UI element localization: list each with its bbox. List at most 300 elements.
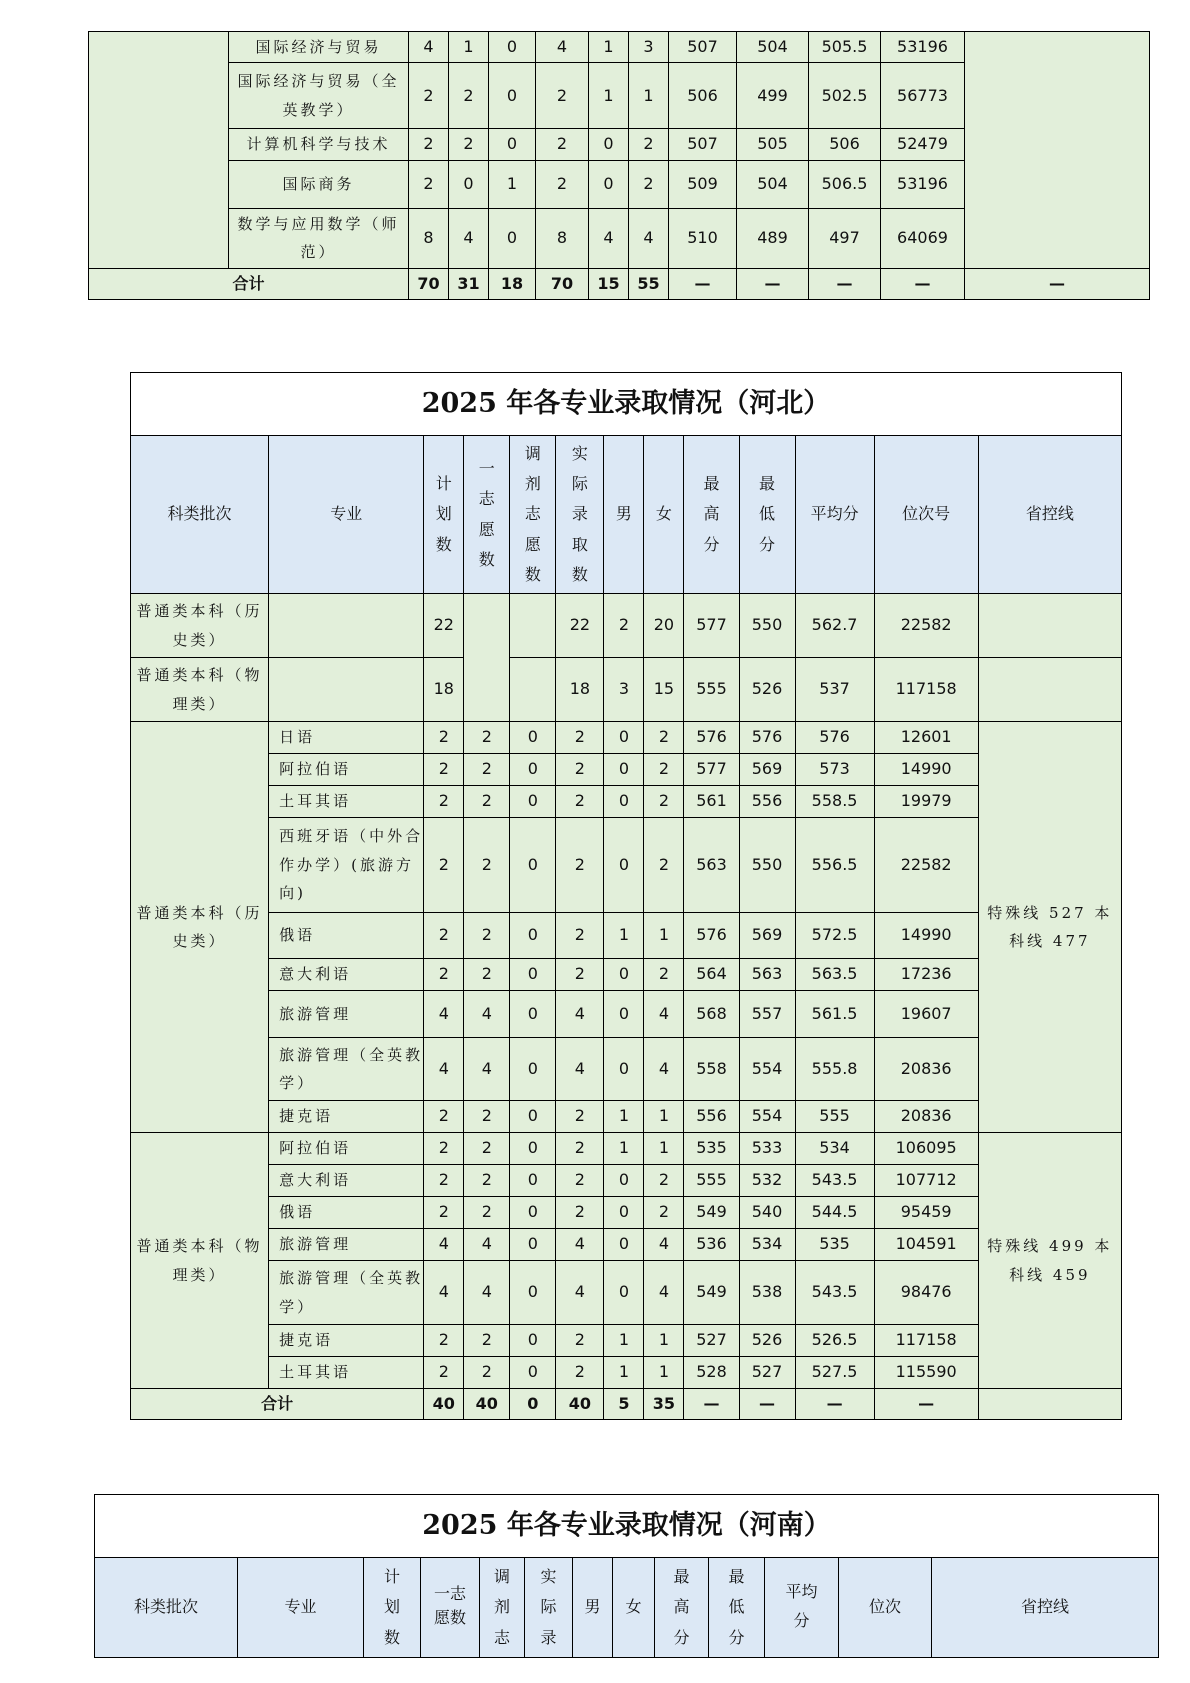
actual-cell: 2 <box>556 818 604 913</box>
avg-cell: 526.5 <box>795 1325 874 1357</box>
plan-cell: 2 <box>409 63 449 129</box>
actual-cell: 2 <box>556 786 604 818</box>
header-major: 专业 <box>269 436 424 594</box>
summary-row <box>131 658 1122 722</box>
rank-cell: 12601 <box>874 722 978 754</box>
table-row <box>131 754 1122 786</box>
male-cell: 1 <box>604 913 644 959</box>
actual-cell: 2 <box>556 1197 604 1229</box>
actual-total: 40 <box>556 1389 604 1420</box>
first-cell <box>464 594 510 722</box>
avg-total: — <box>809 268 881 299</box>
header-first-choice: 一 志 愿 数 <box>464 436 510 594</box>
first-cell: 2 <box>464 754 510 786</box>
plan-total: 70 <box>409 268 449 299</box>
adjust-cell: 0 <box>510 1165 556 1197</box>
max-cell: 563 <box>684 818 739 913</box>
avg-cell: 556.5 <box>795 818 874 913</box>
actual-cell: 2 <box>556 1325 604 1357</box>
male-cell: 0 <box>604 1261 644 1325</box>
plan-cell: 2 <box>424 754 464 786</box>
plan-cell: 2 <box>424 1101 464 1133</box>
total-row <box>131 1389 1122 1420</box>
header-line: 省控线 <box>978 436 1121 594</box>
plan-cell: 22 <box>424 594 464 658</box>
category-cell: 普通类本科（物理类） <box>131 1133 269 1389</box>
min-cell: 504 <box>737 32 809 63</box>
avg-cell: 537 <box>795 658 874 722</box>
female-cell: 1 <box>629 63 669 129</box>
plan-cell: 2 <box>424 913 464 959</box>
table-row <box>131 1325 1122 1357</box>
max-cell: 555 <box>684 658 739 722</box>
rank-cell: 117158 <box>874 1325 978 1357</box>
adjust-cell: 0 <box>489 129 536 160</box>
rank-cell: 52479 <box>881 129 965 160</box>
total-label: 合计 <box>131 1389 424 1420</box>
max-total: — <box>669 268 737 299</box>
table-row <box>89 32 1150 63</box>
male-cell: 0 <box>604 1197 644 1229</box>
female-cell: 2 <box>629 160 669 208</box>
plan-cell: 4 <box>424 1261 464 1325</box>
actual-cell: 2 <box>556 913 604 959</box>
rank-cell: 117158 <box>874 658 978 722</box>
min-cell: 489 <box>737 208 809 268</box>
plan-cell: 4 <box>409 32 449 63</box>
header-max: 最 高 分 <box>655 1558 709 1658</box>
male-cell: 0 <box>604 754 644 786</box>
min-cell: 532 <box>739 1165 795 1197</box>
avg-cell: 505.5 <box>809 32 881 63</box>
major-cell: 数学与应用数学（师范） <box>229 208 409 268</box>
table-row <box>131 1133 1122 1165</box>
avg-cell: 543.5 <box>795 1165 874 1197</box>
first-cell: 2 <box>464 1357 510 1389</box>
header-adjust: 调 剂 志 <box>480 1558 525 1658</box>
actual-cell: 2 <box>556 1165 604 1197</box>
avg-cell: 527.5 <box>795 1357 874 1389</box>
rank-cell: 106095 <box>874 1133 978 1165</box>
first-cell: 1 <box>449 32 489 63</box>
table-row <box>131 1261 1122 1325</box>
adjust-cell: 0 <box>510 991 556 1038</box>
first-cell: 2 <box>464 1101 510 1133</box>
male-cell: 1 <box>604 1357 644 1389</box>
header-avg: 平均分 <box>795 436 874 594</box>
adjust-cell: 0 <box>510 1325 556 1357</box>
male-cell: 0 <box>604 1038 644 1101</box>
first-cell: 2 <box>464 818 510 913</box>
rank-total: — <box>881 268 965 299</box>
max-cell: 535 <box>684 1133 739 1165</box>
header-female: 女 <box>613 1558 655 1658</box>
adjust-cell: 0 <box>489 208 536 268</box>
header-rank: 位次号 <box>874 436 978 594</box>
female-cell: 2 <box>644 754 684 786</box>
first-cell: 2 <box>449 63 489 129</box>
table-row <box>131 991 1122 1038</box>
male-cell: 1 <box>604 1133 644 1165</box>
rank-cell: 19979 <box>874 786 978 818</box>
actual-cell: 8 <box>536 208 589 268</box>
header-male: 男 <box>573 1558 613 1658</box>
male-cell: 0 <box>589 129 629 160</box>
avg-cell: 506 <box>809 129 881 160</box>
plan-cell: 2 <box>409 160 449 208</box>
province-line-cell: 特殊线 499 本科线 459 <box>978 1133 1121 1389</box>
header-rank: 位次 <box>839 1558 932 1658</box>
adjust-cell: 0 <box>510 959 556 991</box>
actual-cell: 2 <box>556 1357 604 1389</box>
female-cell: 4 <box>644 1261 684 1325</box>
actual-cell: 2 <box>556 1133 604 1165</box>
male-cell: 0 <box>604 1165 644 1197</box>
avg-cell: 534 <box>795 1133 874 1165</box>
first-cell: 4 <box>449 208 489 268</box>
header-category: 科类批次 <box>131 436 269 594</box>
major-cell <box>269 594 424 658</box>
female-cell: 2 <box>644 959 684 991</box>
plan-cell: 18 <box>424 658 464 722</box>
rank-cell: 17236 <box>874 959 978 991</box>
female-total: 55 <box>629 268 669 299</box>
max-cell: 555 <box>684 1165 739 1197</box>
plan-cell: 2 <box>424 1357 464 1389</box>
max-cell: 527 <box>684 1325 739 1357</box>
actual-cell: 4 <box>556 1229 604 1261</box>
avg-total: — <box>795 1389 874 1420</box>
major-cell: 土耳其语 <box>269 786 424 818</box>
table-row <box>131 1357 1122 1389</box>
min-cell: 526 <box>739 658 795 722</box>
first-cell: 2 <box>464 1165 510 1197</box>
female-cell: 2 <box>644 786 684 818</box>
adjust-cell: 0 <box>510 1101 556 1133</box>
major-cell: 旅游管理（全英教学） <box>269 1261 424 1325</box>
female-cell: 4 <box>644 991 684 1038</box>
table-row <box>131 1197 1122 1229</box>
female-cell: 20 <box>644 594 684 658</box>
avg-cell: 572.5 <box>795 913 874 959</box>
major-cell: 俄语 <box>269 913 424 959</box>
male-cell: 0 <box>604 959 644 991</box>
rank-cell: 19607 <box>874 991 978 1038</box>
major-cell <box>269 658 424 722</box>
first-cell: 2 <box>464 786 510 818</box>
major-cell: 俄语 <box>269 1197 424 1229</box>
adjust-cell <box>510 594 556 658</box>
avg-cell: 555 <box>795 1101 874 1133</box>
plan-cell: 2 <box>424 786 464 818</box>
summary-row <box>131 594 1122 658</box>
plan-cell: 4 <box>424 1038 464 1101</box>
min-cell: 533 <box>739 1133 795 1165</box>
min-cell: 526 <box>739 1325 795 1357</box>
male-cell: 4 <box>589 208 629 268</box>
rank-cell: 22582 <box>874 594 978 658</box>
major-cell: 国际经济与贸易 <box>229 32 409 63</box>
max-cell: 549 <box>684 1197 739 1229</box>
first-cell: 4 <box>464 1261 510 1325</box>
header-min: 最 低 分 <box>739 436 795 594</box>
rank-cell: 104591 <box>874 1229 978 1261</box>
plan-cell: 2 <box>424 1133 464 1165</box>
prev-province-table <box>88 31 1150 300</box>
rank-cell: 53196 <box>881 160 965 208</box>
header-avg: 平均分 <box>765 1558 839 1658</box>
plan-total: 40 <box>424 1389 464 1420</box>
actual-cell: 4 <box>536 32 589 63</box>
female-cell: 1 <box>644 1357 684 1389</box>
rank-cell: 53196 <box>881 32 965 63</box>
major-cell: 土耳其语 <box>269 1357 424 1389</box>
female-cell: 2 <box>644 818 684 913</box>
avg-cell: 562.7 <box>795 594 874 658</box>
rank-cell: 22582 <box>874 818 978 913</box>
line-cell <box>965 32 1150 269</box>
female-cell: 2 <box>644 1165 684 1197</box>
max-cell: 549 <box>684 1261 739 1325</box>
min-cell: 505 <box>737 129 809 160</box>
major-cell: 意大利语 <box>269 959 424 991</box>
female-cell: 1 <box>644 1133 684 1165</box>
min-cell: 554 <box>739 1101 795 1133</box>
max-cell: 510 <box>669 208 737 268</box>
avg-cell: 535 <box>795 1229 874 1261</box>
table-row <box>131 1101 1122 1133</box>
adjust-cell: 0 <box>510 1261 556 1325</box>
plan-cell: 2 <box>424 1197 464 1229</box>
min-cell: 550 <box>739 818 795 913</box>
first-cell: 2 <box>464 1197 510 1229</box>
table-row <box>131 959 1122 991</box>
adjust-cell <box>510 658 556 722</box>
plan-cell: 2 <box>409 129 449 160</box>
avg-cell: 561.5 <box>795 991 874 1038</box>
avg-cell: 558.5 <box>795 786 874 818</box>
actual-cell: 22 <box>556 594 604 658</box>
table-row <box>131 786 1122 818</box>
max-total: — <box>684 1389 739 1420</box>
table-row <box>131 818 1122 913</box>
female-total: 35 <box>644 1389 684 1420</box>
plan-cell: 2 <box>424 1165 464 1197</box>
actual-cell: 2 <box>536 129 589 160</box>
header-female: 女 <box>644 436 684 594</box>
actual-cell: 2 <box>556 959 604 991</box>
category-cell: 普通类本科（历史类） <box>131 722 269 1133</box>
first-cell: 2 <box>464 959 510 991</box>
rank-cell: 14990 <box>874 913 978 959</box>
line-cell <box>978 658 1121 722</box>
avg-cell: 555.8 <box>795 1038 874 1101</box>
first-cell: 4 <box>464 991 510 1038</box>
adjust-cell: 0 <box>489 32 536 63</box>
first-total: 40 <box>464 1389 510 1420</box>
plan-cell: 4 <box>424 991 464 1038</box>
adjust-cell: 0 <box>510 818 556 913</box>
first-cell: 2 <box>449 129 489 160</box>
major-cell: 旅游管理 <box>269 991 424 1038</box>
plan-cell: 2 <box>424 818 464 913</box>
male-cell: 1 <box>604 1101 644 1133</box>
major-cell: 国际商务 <box>229 160 409 208</box>
adjust-cell: 0 <box>510 913 556 959</box>
actual-cell: 2 <box>556 754 604 786</box>
avg-cell: 506.5 <box>809 160 881 208</box>
header-first-choice: 一志愿数 <box>421 1558 480 1658</box>
female-cell: 3 <box>629 32 669 63</box>
male-total: 5 <box>604 1389 644 1420</box>
table-row <box>131 1229 1122 1261</box>
min-cell: 504 <box>737 160 809 208</box>
line-cell <box>978 594 1121 658</box>
female-cell: 2 <box>629 129 669 160</box>
major-cell: 日语 <box>269 722 424 754</box>
min-cell: 540 <box>739 1197 795 1229</box>
header-min: 最 低 分 <box>709 1558 765 1658</box>
female-cell: 1 <box>644 1101 684 1133</box>
rank-cell: 95459 <box>874 1197 978 1229</box>
rank-cell: 115590 <box>874 1357 978 1389</box>
min-cell: 563 <box>739 959 795 991</box>
male-cell: 0 <box>604 991 644 1038</box>
max-cell: 556 <box>684 1101 739 1133</box>
plan-cell: 8 <box>409 208 449 268</box>
male-total: 15 <box>589 268 629 299</box>
plan-cell: 2 <box>424 1325 464 1357</box>
min-cell: 554 <box>739 1038 795 1101</box>
major-cell: 阿拉伯语 <box>269 754 424 786</box>
avg-cell: 543.5 <box>795 1261 874 1325</box>
actual-cell: 4 <box>556 991 604 1038</box>
header-max: 最 高 分 <box>684 436 739 594</box>
max-cell: 576 <box>684 913 739 959</box>
first-cell: 2 <box>464 913 510 959</box>
category-cell: 普通类本科（物理类） <box>131 658 269 722</box>
adjust-cell: 0 <box>510 722 556 754</box>
max-cell: 564 <box>684 959 739 991</box>
total-label: 合计 <box>89 268 409 299</box>
avg-cell: 497 <box>809 208 881 268</box>
header-male: 男 <box>604 436 644 594</box>
table-row <box>131 1165 1122 1197</box>
adjust-cell: 0 <box>510 1357 556 1389</box>
total-row <box>89 268 1150 299</box>
actual-cell: 2 <box>556 722 604 754</box>
rank-cell: 107712 <box>874 1165 978 1197</box>
adjust-cell: 0 <box>510 754 556 786</box>
rank-cell: 20836 <box>874 1101 978 1133</box>
actual-cell: 4 <box>556 1261 604 1325</box>
max-cell: 568 <box>684 991 739 1038</box>
major-cell: 西班牙语（中外合作办学）(旅游方向) <box>269 818 424 913</box>
first-cell: 4 <box>464 1229 510 1261</box>
plan-cell: 2 <box>424 722 464 754</box>
female-cell: 1 <box>644 1325 684 1357</box>
male-cell: 0 <box>604 818 644 913</box>
major-cell: 捷克语 <box>269 1325 424 1357</box>
header-line: 省控线 <box>932 1558 1159 1658</box>
max-cell: 507 <box>669 129 737 160</box>
avg-cell: 502.5 <box>809 63 881 129</box>
female-cell: 4 <box>644 1229 684 1261</box>
male-cell: 0 <box>589 160 629 208</box>
min-cell: 527 <box>739 1357 795 1389</box>
min-total: — <box>737 268 809 299</box>
adjust-cell: 0 <box>510 786 556 818</box>
female-cell: 4 <box>629 208 669 268</box>
max-cell: 528 <box>684 1357 739 1389</box>
rank-cell: 98476 <box>874 1261 978 1325</box>
male-cell: 1 <box>589 32 629 63</box>
first-cell: 2 <box>464 1325 510 1357</box>
male-cell: 3 <box>604 658 644 722</box>
avg-cell: 563.5 <box>795 959 874 991</box>
adjust-cell: 0 <box>510 1197 556 1229</box>
male-cell: 0 <box>604 786 644 818</box>
min-cell: 499 <box>737 63 809 129</box>
major-cell: 旅游管理 <box>269 1229 424 1261</box>
male-cell: 1 <box>589 63 629 129</box>
min-cell: 569 <box>739 754 795 786</box>
actual-cell: 2 <box>556 1101 604 1133</box>
rank-cell: 64069 <box>881 208 965 268</box>
min-cell: 550 <box>739 594 795 658</box>
category-cell: 普通类本科（历史类） <box>131 594 269 658</box>
major-cell: 捷克语 <box>269 1101 424 1133</box>
max-cell: 558 <box>684 1038 739 1101</box>
adjust-total: 18 <box>489 268 536 299</box>
actual-cell: 2 <box>536 160 589 208</box>
female-cell: 15 <box>644 658 684 722</box>
max-cell: 561 <box>684 786 739 818</box>
adjust-cell: 0 <box>510 1038 556 1101</box>
rank-cell: 20836 <box>874 1038 978 1101</box>
header-major: 专业 <box>238 1558 364 1658</box>
female-cell: 4 <box>644 1038 684 1101</box>
henan-table-title: 2025 年各专业录取情况（河南） <box>95 1495 1159 1558</box>
adjust-cell: 0 <box>489 63 536 129</box>
table-row <box>131 913 1122 959</box>
header-plan: 计 划 数 <box>364 1558 421 1658</box>
max-cell: 577 <box>684 754 739 786</box>
henan-admission-table <box>94 1494 1159 1658</box>
table-row <box>131 1038 1122 1101</box>
header-category: 科类批次 <box>95 1558 238 1658</box>
adjust-cell: 0 <box>510 1229 556 1261</box>
major-cell: 国际经济与贸易（全英教学） <box>229 63 409 129</box>
male-cell: 0 <box>604 722 644 754</box>
line-total <box>978 1389 1121 1420</box>
min-cell: 556 <box>739 786 795 818</box>
header-plan: 计 划 数 <box>424 436 464 594</box>
plan-cell: 2 <box>424 959 464 991</box>
max-cell: 506 <box>669 63 737 129</box>
major-cell: 旅游管理（全英教学） <box>269 1038 424 1101</box>
male-cell: 1 <box>604 1325 644 1357</box>
header-actual: 实 际 录 取 数 <box>556 436 604 594</box>
first-cell: 4 <box>464 1038 510 1101</box>
actual-cell: 18 <box>556 658 604 722</box>
max-cell: 576 <box>684 722 739 754</box>
male-cell: 2 <box>604 594 644 658</box>
table-row <box>131 722 1122 754</box>
major-cell: 意大利语 <box>269 1165 424 1197</box>
min-cell: 557 <box>739 991 795 1038</box>
min-total: — <box>739 1389 795 1420</box>
